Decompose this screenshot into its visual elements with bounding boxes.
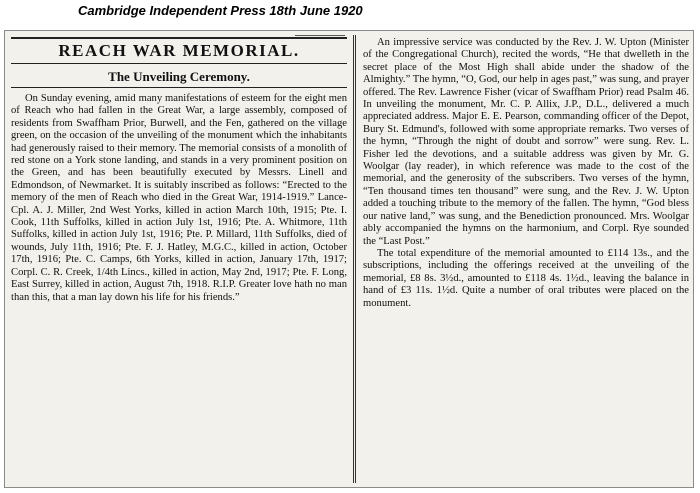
left-column xyxy=(11,37,347,304)
article-paragraph: The total expenditure of the memorial amounted to £114 13s., and the subscriptions, including the offerings received at the unveiling of the memorial, £8 8s. 3½d., amounted to £118 4s. 1½d., leaving the balance in hand of £3 11s. 1½d. Quite a number of oral tributes were placed on the monument. xyxy=(363,247,689,309)
article-headline: REACH WAR MEMORIAL. xyxy=(11,37,347,64)
column-divider xyxy=(353,35,356,483)
newspaper-caption: Cambridge Independent Press 18th June 1920 xyxy=(78,3,363,18)
newspaper-clipping xyxy=(4,30,694,488)
article-paragraph: On Sunday evening, amid many manifestations of esteem for the eight men of Reach who had fallen in the Great War, a large assembly, composed of residents from Swaffham Prior, Burwell, and the Fen, gathered on the village green, on the occasion of the unveiling of the monument which the inhabitants had generously raised to their memory. The memorial consists of a monolith of red stone on a York stone landing, and stands in a very prominent position on the Green, and has been beautifully executed by Messrs. Linell and Edmondson, of Newmarket. It is suitably inscribed as follows: “Erected to the memory of the men of Reach who died in the Great War, 1914-1919.” Lance-Cpl. A. J. Miller, 2nd West Yorks, killed in action March 10th, 1915; Pte. I. Cook, 11th Suffolks, killed in action July 1st, 1916; Pte. A. Whitmore, 11th Suffolks, killed in action July 1st, 1916; Pte. P. Millard, 11th Suffolks, died of wounds, July 11th, 1916; Pte. F. J. Hatley, M.G.C., killed in action, October 17th, 1916; Pte. C. Camps, 6th Yorks, killed in action, January 17th, 1917; Corpl. C. R. Creek, 1/4th Lincs., killed in action, May 2nd, 1917; Pte. F. Long, East Surrey, killed in action, August 7th, 1918. R.I.P. Greater love hath no man than this, that a man lay down his life for his friends.” xyxy=(11,93,347,303)
clipping-edge-mark xyxy=(295,31,345,36)
right-column xyxy=(363,37,689,310)
article-paragraph: An impressive service was conducted by the Rev. J. W. Upton (Minister of the Congregational Church), recited the words, “He that dwelleth in the secret place of the Most High shall abide under the shadow of the Almighty.” The hymn, “O, God, our help in ages past,” was sung, and prayer offered. The Rev. Lawrence Fisher (vicar of Swaffham Prior) read Psalm 46. In unveiling the monument, Mr. C. P. Allix, J.P., D.L., delivered a much appreciated address. Major E. E. Pearson, commanding officer of the Depot, Bury St. Edmund's, followed with some appropriate remarks. Two verses of the hymn, “Through the night of doubt and sorrow” were sung. Rev. L. Fisher led the devotions, and a suitable address was given by Mr. G. Woolgar (lay reader), in which reference was made to the cost of the memorial, and the generosity of the subscribers. Two verses of the hymn, “Ten thousand times ten thousand” were sung, and the Rev. J. W. Upton added a touching tribute to the memory of the fallen. The hymn, “God bless our native land,” was sung, and the Benediction pronounced. Mrs. Woolgar ably accompanied the hymns on the harmonium, and Corpl. Rye sounded the “Last Post.” xyxy=(363,37,689,247)
article-subheadline: The Unveiling Ceremony. xyxy=(11,67,347,88)
